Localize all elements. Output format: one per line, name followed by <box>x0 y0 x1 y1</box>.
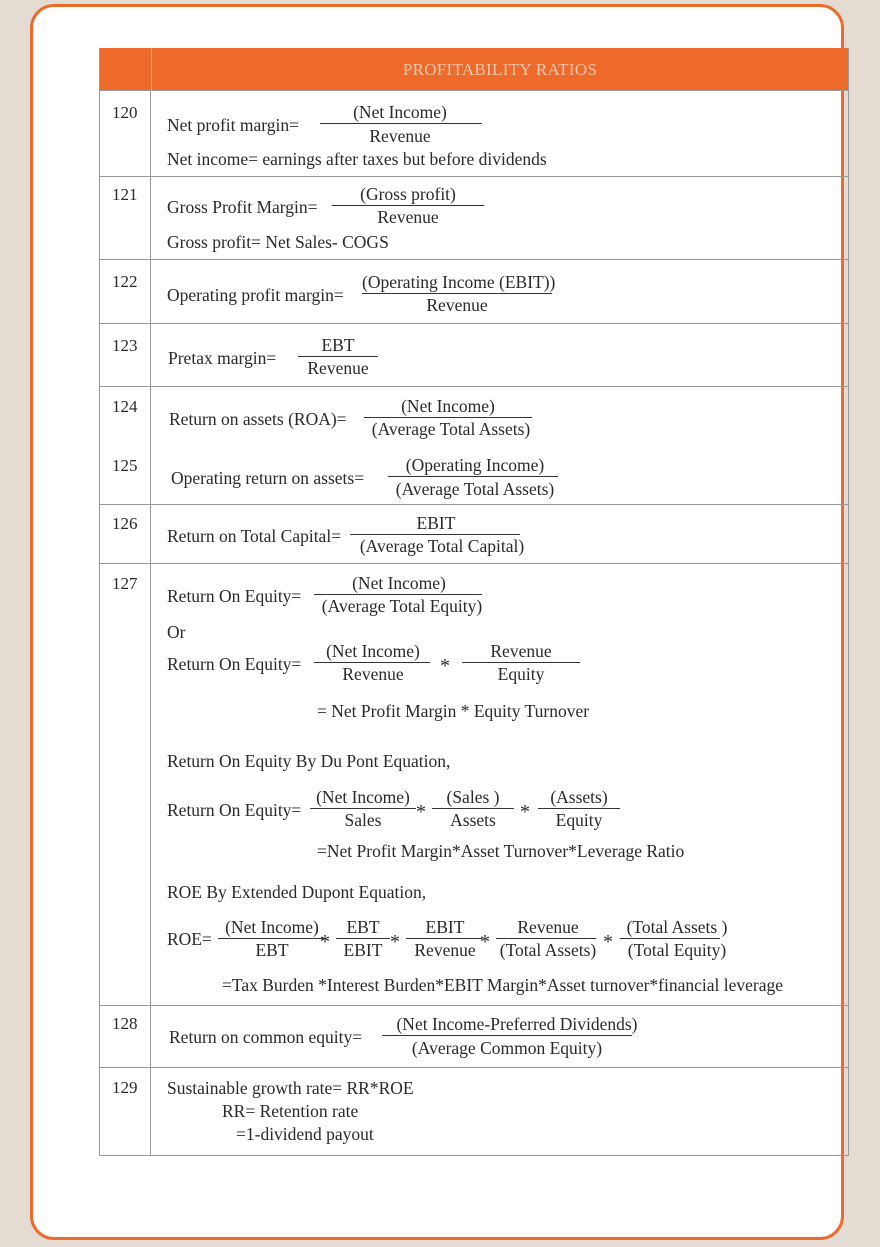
fraction-bar <box>388 476 558 477</box>
denominator: Assets <box>450 810 496 830</box>
fraction-bar <box>382 1035 632 1036</box>
numerator: Revenue <box>517 917 579 937</box>
numerator: EBIT <box>416 513 456 533</box>
denominator: (Average Total Assets) <box>371 419 531 439</box>
formula-result: =Tax Burden *Interest Burden*EBIT Margin*Asset turnover*financial leverage <box>222 975 784 995</box>
ratio-row-129 <box>100 1067 848 1155</box>
denominator: Equity <box>555 810 603 830</box>
row-number: 125 <box>112 456 138 475</box>
fraction-bar <box>364 417 532 418</box>
formula-label: Pretax margin= <box>168 348 277 368</box>
denominator: EBIT <box>343 940 383 960</box>
formula-label: Gross Profit Margin= <box>167 197 318 217</box>
numerator: (Net Income) <box>352 573 446 593</box>
denominator: Revenue <box>377 207 439 227</box>
fraction-bar <box>362 293 552 294</box>
page-card <box>30 4 844 1240</box>
multiply-sign: * <box>390 931 400 953</box>
ratio-row-121 <box>100 176 848 259</box>
fraction-bar <box>332 205 484 206</box>
multiply-sign: * <box>480 931 490 953</box>
formula-label: Operating profit margin= <box>167 285 344 305</box>
formula-text: Sustainable growth rate= RR*ROE <box>167 1078 414 1098</box>
numerator: Revenue <box>490 641 552 661</box>
fraction-bar <box>314 662 430 663</box>
numerator: EBT <box>346 917 380 937</box>
fraction-bar <box>320 123 482 124</box>
row-number: 128 <box>112 1014 138 1033</box>
fraction-bar <box>496 938 596 939</box>
denominator: Revenue <box>426 295 488 315</box>
formula-note: Net income= earnings after taxes but before dividends <box>167 149 547 169</box>
numerator: EBT <box>321 335 355 355</box>
ratio-row-124-125 <box>100 386 848 504</box>
formula-label: Return On Equity= <box>167 654 302 674</box>
formula-label: Return on Total Capital= <box>167 526 342 546</box>
multiply-sign: * <box>440 655 450 677</box>
denominator: Equity <box>497 664 545 684</box>
row-number: 124 <box>112 397 138 416</box>
denominator: (Total Equity) <box>627 940 727 960</box>
numerator: (Net Income) <box>316 787 410 807</box>
denominator: Sales <box>344 810 382 830</box>
numerator: (Net Income) <box>353 102 447 122</box>
fraction-bar <box>336 938 390 939</box>
denominator: EBT <box>255 940 289 960</box>
numerator: (Assets) <box>550 787 608 807</box>
formula-label: Return on assets (ROA)= <box>169 409 347 429</box>
ratio-row-128 <box>100 1005 848 1067</box>
denominator: Revenue <box>342 664 404 684</box>
fraction-bar <box>310 808 416 809</box>
ratio-row-127 <box>100 563 848 1005</box>
fraction-bar <box>298 356 378 357</box>
row-number: 127 <box>112 574 138 593</box>
denominator: (Average Total Assets) <box>395 479 555 499</box>
row-number: 122 <box>112 272 138 291</box>
formula-note: Gross profit= Net Sales- COGS <box>167 232 389 252</box>
row-number: 129 <box>112 1078 138 1097</box>
denominator: Revenue <box>414 940 476 960</box>
formula-label: ROE= <box>167 929 212 949</box>
header-number-cell <box>100 48 152 90</box>
row-number: 126 <box>112 514 138 533</box>
ratio-row-126 <box>100 504 848 563</box>
formula-label: Return on common equity= <box>169 1027 363 1047</box>
table-header <box>100 48 848 90</box>
denominator: (Total Assets) <box>499 940 597 960</box>
numerator: (Gross profit) <box>360 184 456 204</box>
denominator: (Average Total Capital) <box>359 536 525 556</box>
fraction-bar <box>432 808 514 809</box>
multiply-sign: * <box>603 931 613 953</box>
row-number: 121 <box>112 185 138 204</box>
numerator: EBIT <box>425 917 465 937</box>
numerator: (Sales ) <box>446 787 500 807</box>
formula-label: Operating return on assets= <box>171 468 365 488</box>
numerator: (Operating Income) <box>405 455 545 475</box>
formula-text: RR= Retention rate <box>222 1101 359 1121</box>
fraction-bar <box>620 938 720 939</box>
formula-result: =Net Profit Margin*Asset Turnover*Leverage Ratio <box>317 841 685 861</box>
numerator: (Total Assets ) <box>626 917 728 937</box>
ratio-row-123 <box>100 323 848 386</box>
formula-label: Return On Equity= <box>167 800 302 820</box>
section-heading: Return On Equity By Du Pont Equation, <box>167 751 451 771</box>
section-heading: ROE By Extended Dupont Equation, <box>167 882 427 902</box>
formula-label: Return On Equity= <box>167 586 302 606</box>
formula-result: = Net Profit Margin * Equity Turnover <box>317 701 590 721</box>
multiply-sign: * <box>320 931 330 953</box>
denominator: Revenue <box>369 126 431 146</box>
fraction-bar <box>314 594 482 595</box>
fraction-bar <box>406 938 482 939</box>
fraction-bar <box>462 662 580 663</box>
row-number: 123 <box>112 336 138 355</box>
ratio-row-122 <box>100 259 848 323</box>
formula-text: =1-dividend payout <box>236 1124 374 1144</box>
denominator: (Average Common Equity) <box>411 1038 603 1058</box>
profitability-ratios-table <box>99 48 849 1156</box>
numerator: (Net Income) <box>326 641 420 661</box>
denominator: (Average Total Equity) <box>321 596 483 616</box>
numerator: (Operating Income (EBIT)) <box>362 272 556 292</box>
fraction-bar <box>538 808 620 809</box>
fraction-bar <box>218 938 326 939</box>
row-number: 120 <box>112 103 138 122</box>
table-title: PROFITABILITY RATIOS <box>402 60 598 79</box>
or-text: Or <box>167 622 186 642</box>
numerator: (Net Income) <box>225 917 319 937</box>
numerator: (Net Income) <box>401 396 495 416</box>
denominator: Revenue <box>307 358 369 378</box>
fraction-bar <box>350 534 520 535</box>
numerator: (Net Income-Preferred Dividends) <box>396 1014 638 1034</box>
ratio-row-120 <box>100 90 848 176</box>
multiply-sign: * <box>520 801 530 823</box>
multiply-sign: * <box>416 801 426 823</box>
formula-label: Net profit margin= <box>167 115 300 135</box>
